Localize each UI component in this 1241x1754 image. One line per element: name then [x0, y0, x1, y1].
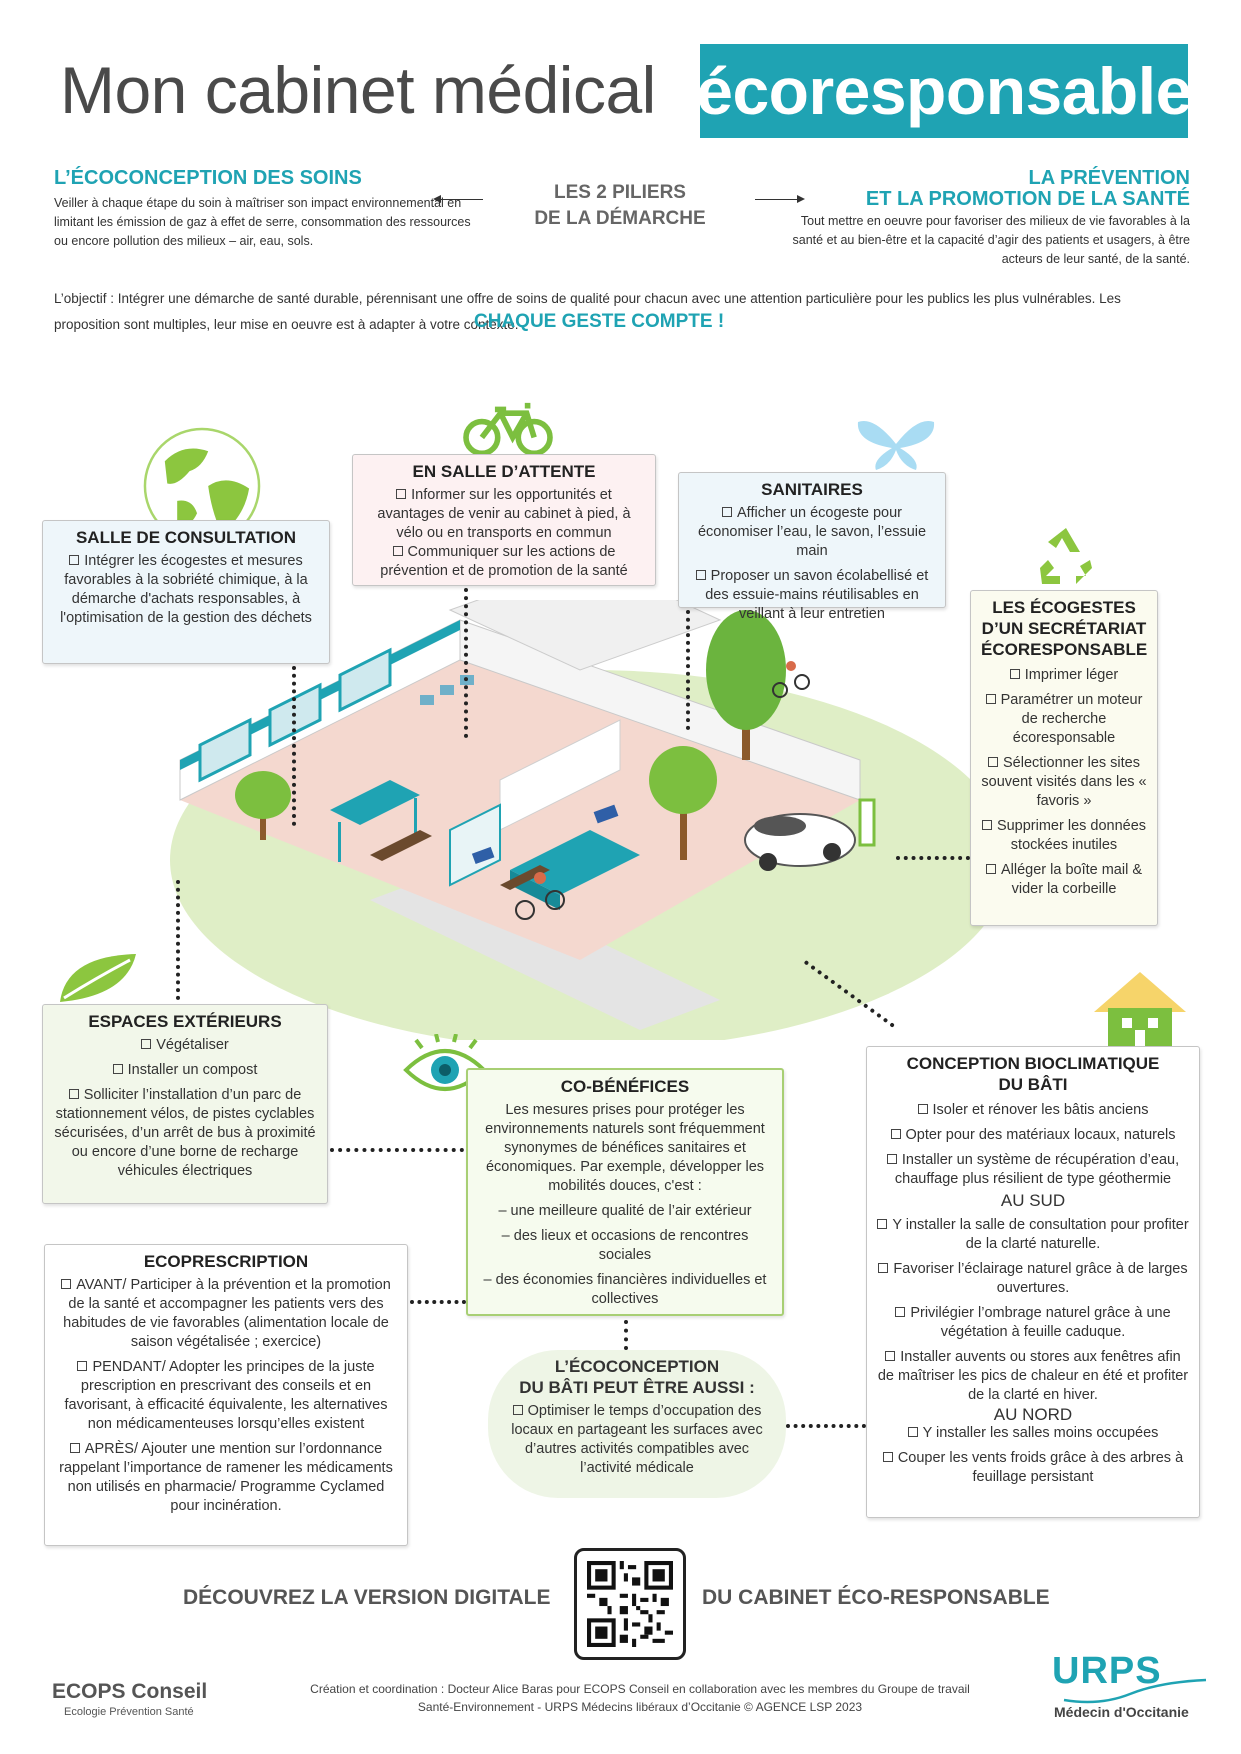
section-label-sud: AU SUD — [1000, 1191, 1066, 1210]
credits — [270, 1680, 1010, 1716]
box-ecoprescription — [44, 1244, 408, 1546]
checkbox-icon — [908, 1427, 918, 1437]
box-title: SALLE DE CONSULTATION — [75, 528, 297, 547]
list-item: Proposer un savon écolabellisé et des essuie-mains réutilisables en veillant à leur entretien — [689, 567, 935, 624]
connector-ecoconception-bioclimatique — [786, 1424, 866, 1428]
list-item: Installer un compost — [53, 1061, 317, 1080]
slogan: CHAQUE GESTE COMPTE ! — [474, 311, 725, 332]
checkbox-icon — [70, 1443, 80, 1453]
checkbox-icon — [393, 546, 403, 556]
connector-attente — [464, 588, 468, 738]
green-house-icon — [1090, 968, 1190, 1050]
list-item: Alléger la boîte mail & vider la corbeille — [981, 861, 1147, 899]
checkbox-icon — [113, 1064, 123, 1074]
list-item: Supprimer les données stockées inutiles — [981, 817, 1147, 855]
pillar-left-heading: L’ÉCOCONCEPTION DES SOINS — [54, 167, 362, 189]
checkbox-icon — [69, 1089, 79, 1099]
list-item: Favoriser l’éclairage naturel grâce à de larges ouvertures. — [877, 1260, 1189, 1298]
charging-station — [860, 800, 874, 845]
left-arrow-icon — [435, 199, 483, 200]
leaf-icon — [56, 952, 140, 1004]
box-secretariat — [970, 590, 1158, 926]
qr-code-pattern — [587, 1561, 673, 1647]
butterfly-icon — [854, 416, 938, 472]
box-title: CO-BÉNÉFICES — [560, 1077, 690, 1096]
checkbox-icon — [396, 489, 406, 499]
checkbox-icon — [986, 694, 996, 704]
checkbox-icon — [887, 1154, 897, 1164]
box-title: CONCEPTION BIOCLIMATIQUE DU BÂTI — [906, 1054, 1160, 1094]
checkbox-icon — [883, 1452, 893, 1462]
urps-logo-swoosh-icon — [1060, 1676, 1210, 1706]
ecops-logo-tagline: Ecologie Prévention Santé — [64, 1706, 194, 1718]
box-espaces-exterieurs — [42, 1004, 328, 1204]
checkbox-icon — [982, 820, 992, 830]
list-item: Végétaliser — [53, 1036, 317, 1055]
checkbox-icon — [986, 864, 996, 874]
list-item: Informer sur les opportunités et avantages de venir au cabinet à pied, à vélo ou en transports en commun — [377, 487, 631, 541]
list-item: – une meilleure qualité de l’air extérieur — [498, 1203, 752, 1219]
connector-sanitaires — [686, 610, 690, 730]
list-item: Afficher un écogeste pour économiser l’eau, le savon, l’essuie main — [697, 505, 927, 559]
list-item: Y installer les salles moins occupées — [877, 1424, 1189, 1443]
list-item: PENDANT/ Adopter les principes de la juste prescription en prescrivant des conseils et en favorisant, à efficacité équivalente, les alternatives non médicamenteuses lorsqu’elles existent — [64, 1359, 388, 1432]
section-label-nord: AU NORD — [993, 1405, 1073, 1424]
list-item: Opter pour des matériaux locaux, naturels — [877, 1126, 1189, 1145]
list-item: – des économies financières individuelles et collectives — [483, 1272, 767, 1307]
list-item: Isoler et rénover les bâtis anciens — [877, 1101, 1189, 1120]
box-title: ECOPRESCRIPTION — [143, 1252, 309, 1271]
list-item: APRÈS/ Ajouter une mention sur l’ordonnance rappelant l’importance de ramener les médicaments non utilisés en pharmacie/ Programme Cyclamed pour incinération. — [59, 1441, 393, 1514]
checkbox-icon — [885, 1351, 895, 1361]
box-co-benefices — [466, 1068, 784, 1316]
checkbox-icon — [891, 1129, 901, 1139]
credits-line2: Santé-Environnement - URPS Médecins libéraux d’Occitanie © AGENCE LSP 2023 — [417, 1700, 863, 1714]
pillar-right-heading — [820, 168, 1190, 210]
urps-logo-name: URPS — [1052, 1650, 1162, 1692]
connector-ecoprescription — [410, 1300, 466, 1304]
list-item: Intégrer les écogestes et mesures favorables à la sobriété chimique, à la démarche d'achats responsables, à l'optimisation de la gestion des déchets — [60, 553, 312, 626]
connector-consultation — [292, 666, 296, 826]
pillar-left-text: Veiller à chaque étape du soin à maîtriser son impact environnemental en limitant les émission de gaz à effet de serre, consommation des ressources ou encore pollution des milieux – air, eau, sols. — [54, 196, 471, 248]
box-intro: Les mesures prises pour protéger les environnements naturels sont fréquemment synonymes de bénéfices sanitaires et économiques. Par exemple, développer les mobilités douces, c'est : — [485, 1102, 765, 1194]
list-item: Sélectionner les sites souvent visités dans les « favoris » — [981, 755, 1147, 809]
box-ecoconception-bati — [488, 1350, 786, 1498]
list-item: Y installer la salle de consultation pour profiter de la clarté naturelle. — [877, 1216, 1189, 1254]
bicycle-icon — [460, 402, 556, 458]
discover-digital-right: DU CABINET ÉCO-RESPONSABLE — [702, 1586, 1050, 1609]
qr-code-icon[interactable] — [574, 1548, 686, 1660]
objective-text: L’objectif : Intégrer une démarche de santé durable, pérennisant une offre de soins de qualité pour chacun avec une attention particulière pour les publics les plus vulnérables. Les proposition sont multiples, leur mise en oeuvre est à adapter à votre contexte. — [54, 291, 1121, 332]
checkbox-icon — [77, 1361, 87, 1371]
discover-digital-left: DÉCOUVREZ LA VERSION DIGITALE — [183, 1586, 551, 1609]
checkbox-icon — [895, 1307, 905, 1317]
pillar-right-heading-line1: LA PRÉVENTION — [1028, 167, 1190, 189]
list-item: Installer un système de récupération d’eau, chauffage plus résilient de type géothermie — [877, 1151, 1189, 1189]
checkbox-icon — [988, 757, 998, 767]
box-salle-attente — [352, 454, 656, 586]
list-item: Solliciter l’installation d’un parc de stationnement vélos, de pistes cyclables sécurisées, d’un arrêt de bus à proximité ou encore d’une borne de recharge véhicules électriques — [54, 1087, 316, 1179]
cabinet-illustration — [120, 600, 1000, 1040]
connector-exterieurs-vertical — [176, 880, 180, 1000]
recycle-icon — [1032, 524, 1100, 588]
connector-secretariat — [896, 856, 970, 860]
list-item: Couper les vents froids grâce à des arbres à feuillage persistant — [877, 1449, 1189, 1487]
box-salle-consultation — [42, 520, 330, 664]
page-title: Mon cabinet médical — [60, 53, 656, 127]
list-item: Optimiser le temps d’occupation des locaux en partageant les surfaces avec d’autres activités compatibles avec l’activité médicale — [511, 1403, 763, 1476]
box-title: EN SALLE D’ATTENTE — [412, 462, 596, 481]
ecops-logo-name: ECOPS Conseil — [52, 1680, 208, 1703]
page-title-highlight: écoresponsable — [700, 44, 1188, 138]
list-item: Paramétrer un moteur de recherche écoresponsable — [981, 691, 1147, 748]
pillars-center-label — [520, 180, 720, 232]
list-item: – des lieux et occasions de rencontres sociales — [501, 1228, 749, 1263]
box-title: SANITAIRES — [761, 480, 863, 499]
box-conception-bioclimatique — [866, 1046, 1200, 1518]
box-title: LES ÉCOGESTES D’UN SECRÉTARIAT ÉCORESPONSABLE — [981, 598, 1148, 659]
list-item: Privilégier l’ombrage naturel grâce à une végétation à feuille caduque. — [877, 1304, 1189, 1342]
right-arrow-icon — [755, 199, 803, 200]
box-sanitaires — [678, 472, 946, 622]
urps-logo-subtitle: Médecin d'Occitanie — [1054, 1704, 1189, 1720]
checkbox-icon — [696, 570, 706, 580]
box-title: L’ÉCOCONCEPTION DU BÂTI PEUT ÊTRE AUSSI : — [519, 1357, 755, 1397]
checkbox-icon — [878, 1263, 888, 1273]
checkbox-icon — [918, 1104, 928, 1114]
list-item: Communiquer sur les actions de prévention et de promotion de la santé — [380, 544, 628, 579]
checkbox-icon — [1010, 669, 1020, 679]
credits-line1: Création et coordination : Docteur Alice Baras pour ECOPS Conseil en collaboration avec les membres du Groupe de travail — [310, 1682, 970, 1696]
pillar-right-text: Tout mettre en oeuvre pour favoriser des milieux de vie favorables à la santé et au bien-être et la capacité d’agir des patients et usagers, à être acteurs de leur santé, de la santé. — [792, 214, 1190, 266]
list-item: Installer auvents ou stores aux fenêtres afin de maîtriser les pics de chaleur en été et profiter de la clarté en hiver. — [877, 1349, 1189, 1403]
connector-exterieurs-cobenefices — [330, 1148, 464, 1152]
checkbox-icon — [141, 1039, 151, 1049]
checkbox-icon — [513, 1405, 523, 1415]
checkbox-icon — [877, 1219, 887, 1229]
checkbox-icon — [69, 555, 79, 565]
pillars-center-line2: DE LA DÉMARCHE — [534, 208, 706, 229]
list-item: AVANT/ Participer à la prévention et la promotion de la santé et accompagner les patients vers des habitudes de vie favorables (alimentation locale de saison végétalisée ; exercice) — [63, 1277, 391, 1350]
checkbox-icon — [722, 507, 732, 517]
pillars-center-line1: LES 2 PILIERS — [554, 182, 686, 203]
box-title: ESPACES EXTÉRIEURS — [88, 1012, 282, 1031]
connector-cobenefices-ecoconception — [624, 1320, 628, 1350]
list-item: Imprimer léger — [981, 666, 1147, 685]
checkbox-icon — [61, 1279, 71, 1289]
pillar-right-heading-line2: ET LA PROMOTION DE LA SANTÉ — [865, 188, 1190, 210]
